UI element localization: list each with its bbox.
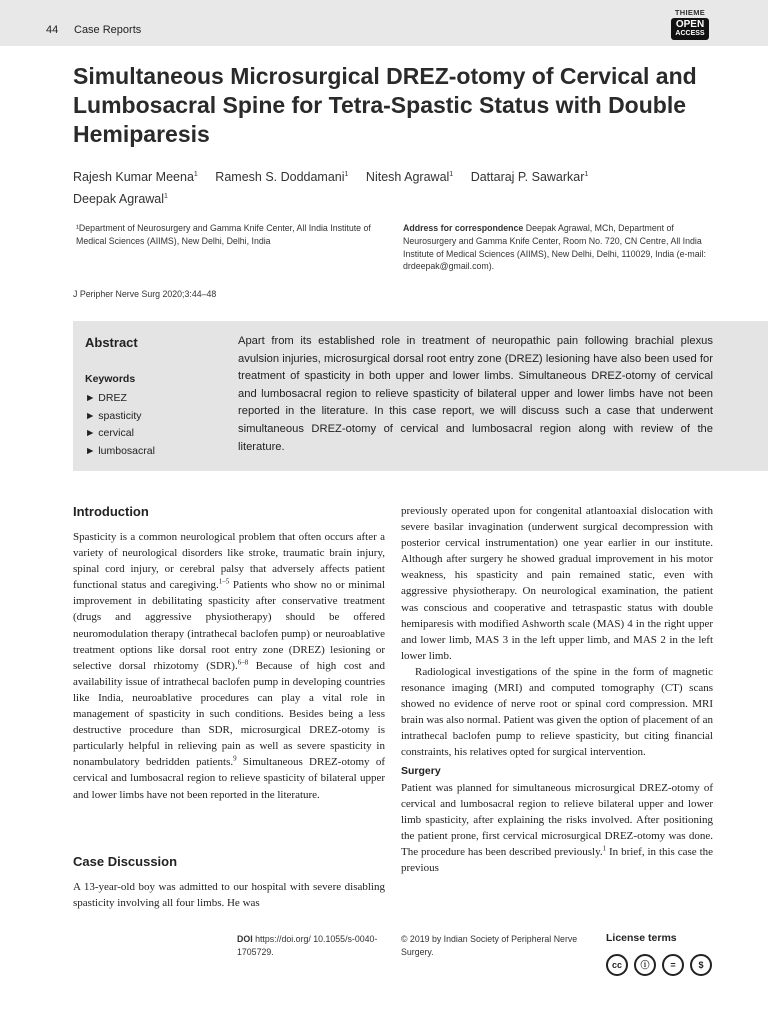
copyright: © 2019 by Indian Society of Peripheral Nerve Surgery. — [401, 934, 578, 957]
radiology-paragraph: Radiological investigations of the spine in the form of magnetic resonance imaging (MRI) and computed tomography (CT) scans showed no evidence of nerve root or spinal cord compression. MRI brain was also normal. Patient was given the option of placement of an intrathecal baclofen pump to relieve spasticity, but citing financial constraints, his relatives opted for surgical intervention. — [401, 665, 713, 759]
case-paragraph: previously operated upon for congenital atlantoaxial dislocation with severe basilar invagination (underwent surgical decompression with posterior cervical instrumentation) one year earlier in our institute. Although after surgery he showed gradual improvement in his motor weakness, his spasticity and pain remained static, even with aggressive physiotherapy. On neurological examination, the patient was conscious and cooperative and tetraspastic status with double hemiparesis with modified Ashworth scale (MAS) 4 in the right upper and lower limb, MAS 3 in the left upper limb, and MAS 2 in the left lower limb. — [401, 505, 713, 662]
surgery-heading: Surgery — [401, 764, 441, 777]
introduction-text: Spasticity is a common neurological problem that often occurs after a variety of neurological disorders like stroke, traumatic brain injury, spinal cord injury, or cerebral palsy that adversely affects patient functional status and caregiving.$^{1-5}$ Patients who show no or minimal improvement in debilitating spasticity after conservative treatment (drugs and aggressive physiotherapy) should be offered neuromodulation therapy (intrathecal baclofen pump) or neuroablative treatment options like dorsal root entry zone (DREZ) lesioning or selective dorsal rhizotomy (SDR).$^{6-8}$ Because of high cost and availability issue of intrathecal baclofen pump in developing countries like India, neuroablative procedures can play a vital role in management of spasticity in such conditions. Besides being a less destructive procedure than SDR, microsurgical DREZ-otomy is particularly helpful in relieving pain as well as severe spasticity in nonambulatory bedridden patients.$^9$ Simultaneous DREZ-otomy of cervical and lumbosacral region to relieve spasticity of bilateral upper and lower limbs have not been reported in the literature. — [73, 531, 385, 801]
logo-badge — [671, 18, 709, 40]
logo-access: ACCESS — [675, 30, 705, 37]
case-discussion-text: A 13-year-old boy was admitted to our hospital with severe disabling spasticity involving all four limbs. He was — [73, 881, 385, 910]
author: Ramesh S. Doddamani$^1$ — [215, 170, 349, 185]
keyword: ► DREZ — [85, 392, 127, 404]
abstract-text: Apart from its established role in treatment of neuropathic pain following brachial plexus avulsion injuries, microsurgical dorsal root entry zone (DREZ) lesioning have also been used for treatment of spasticity in both upper and lower limbs. Simultaneous DREZ-otomy of cervical and lumbosacral region to relieve spasticity of bilateral upper and lower limbs have not been reported in the literature. In this case report, we will discuss such a case that underwent simultaneous DREZ-otomy of cervical and lumbosacral region along with review of the literature. — [238, 335, 713, 453]
author-list — [73, 165, 713, 209]
doi: DOI https://doi.org/ 10.1055/s-0040-1705729. — [237, 934, 378, 957]
author: Deepak Agrawal$^1$ — [73, 192, 168, 207]
keywords-heading: Keywords — [85, 373, 136, 385]
logo-open: OPEN — [675, 19, 705, 30]
correspondence-address: Address for correspondence Deepak Agrawal, MCh, Department of Neurosurgery and Gamma Knife Center, Room No. 720, CN Centre, All India Institute of Medical Sciences (AIIMS), New Delhi, Delhi, 110029, India (e-mail: drdeepak@gmail.com). — [403, 223, 706, 272]
cc-icon: cc — [606, 954, 628, 976]
non-commercial-icon: $ — [690, 954, 712, 976]
no-derivatives-icon: = — [662, 954, 684, 976]
article-title: Simultaneous Microsurgical DREZ-otomy of Cervical and Lumbosacral Spine for Tetra-Spastic Status with Double Hemiparesis — [73, 63, 697, 147]
logo-publisher: THIEME — [674, 8, 706, 17]
keyword: ► cervical — [85, 427, 134, 440]
surgery-paragraph: Patient was planned for simultaneous microsurgical DREZ-otomy of cervical and lumbosacral region to relieve bilateral upper and lower limb spasticity, after explaining the risks involved. After positioning the patient prone, first cervical microsurgical DREZ-otomy was done. The procedure has been described previously.$^1$ In brief, in this case the previous — [401, 781, 714, 875]
abstract-heading: Abstract — [85, 335, 138, 350]
author: Rajesh Kumar Meena$^1$ — [73, 170, 198, 185]
journal-citation: J Peripher Nerve Surg 2020;3:44–48 — [73, 289, 217, 299]
section-label: Case Reports — [74, 24, 142, 36]
keyword: ► spasticity — [85, 409, 142, 422]
keyword-list — [85, 390, 155, 460]
abstract-box — [73, 321, 768, 471]
thieme-open-access-logo — [671, 8, 709, 40]
affiliation: ¹Department of Neurosurgery and Gamma Knife Center, All India Institute of Medical Sciences (AIIMS), New Delhi, Delhi, India — [76, 223, 371, 246]
right-column-text — [401, 503, 713, 876]
author: Dattaraj P. Sawarkar$^1$ — [470, 170, 589, 185]
attribution-icon: ⓘ — [634, 954, 656, 976]
case-discussion-heading: Case Discussion — [73, 854, 178, 869]
author: Nitesh Agrawal$^1$ — [365, 170, 454, 185]
keyword: ► lumbosacral — [85, 444, 155, 457]
page-number: 44 — [46, 24, 59, 36]
introduction-heading: Introduction — [73, 504, 149, 519]
license-heading: License terms — [606, 932, 677, 944]
page-header — [0, 0, 768, 46]
